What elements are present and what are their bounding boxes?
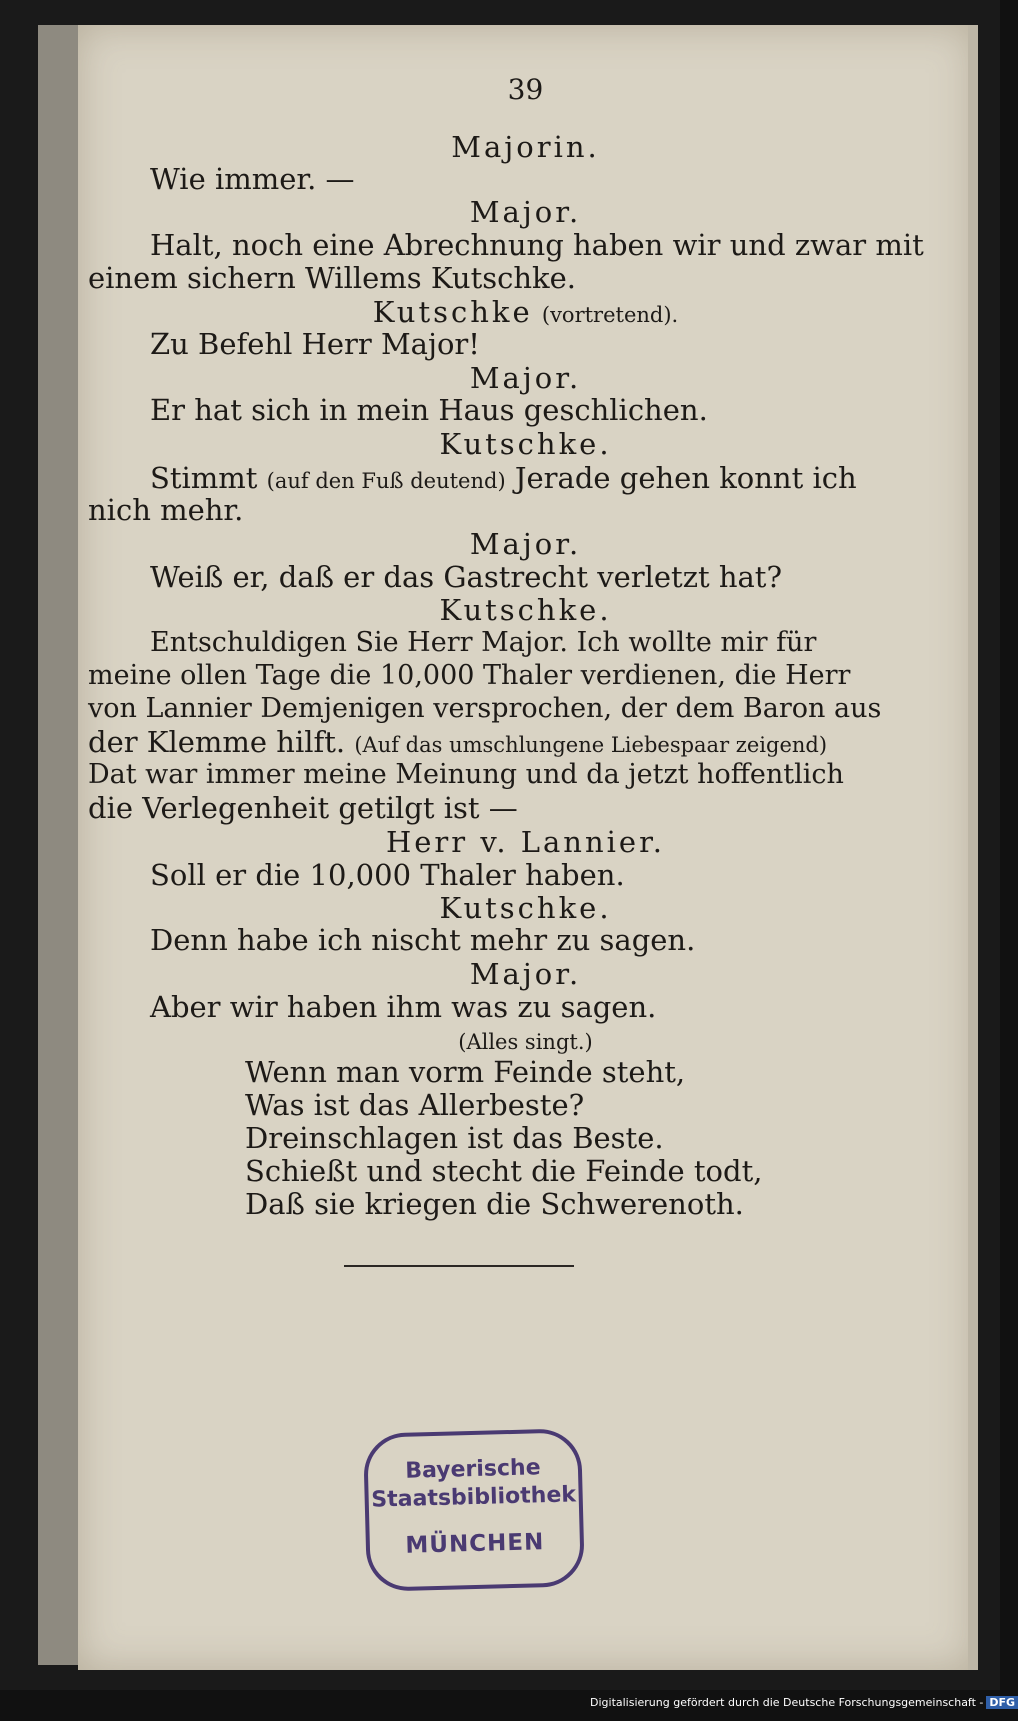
text-line: Halt, noch eine Abrechnung haben wir und zwar mit xyxy=(150,228,924,262)
speaker-heading: Kutschke. xyxy=(439,427,612,461)
text-line: Dat war immer meine Meinung und da jetzt hoffentlich xyxy=(88,759,844,790)
text-line: Entschuldigen Sie Herr Major. Ich wollte mir für xyxy=(150,627,817,658)
verse-line: Daß sie kriegen die Schwerenoth. xyxy=(245,1187,744,1221)
speaker-name: Kutschke xyxy=(372,295,533,329)
speaker-heading: Kutschke. xyxy=(439,891,612,925)
text-line: Wie immer. — xyxy=(150,162,355,196)
text-segment: der Klemme hilft. xyxy=(88,725,346,759)
speaker-heading: Herr v. Lannier. xyxy=(385,825,665,859)
verse-line: Schießt und stecht die Feinde todt, xyxy=(245,1154,763,1188)
speaker-heading: Kutschke. xyxy=(439,593,612,627)
verse-line: Was ist das Allerbeste? xyxy=(245,1088,585,1122)
text-segment: Stimmt xyxy=(150,461,258,495)
stage-direction: (Alles singt.) xyxy=(458,1030,593,1054)
stamp-line: Staatsbibliothek xyxy=(371,1482,577,1513)
text-line: Er hat sich in mein Haus geschlichen. xyxy=(150,393,708,427)
book-gutter xyxy=(38,25,80,1665)
page-number: 39 xyxy=(507,73,544,106)
text-line: Soll er die 10,000 Thaler haben. xyxy=(150,858,625,892)
text-line: Weiß er, daß er das Gastrecht verletzt hat? xyxy=(150,560,783,594)
stage-direction: (vortretend). xyxy=(541,303,679,327)
verse-line: Dreinschlagen ist das Beste. xyxy=(245,1121,664,1155)
speaker-heading: Major. xyxy=(469,957,582,991)
text-line: nich mehr. xyxy=(88,493,244,527)
text-line: Zu Befehl Herr Major! xyxy=(150,327,480,361)
verse-line: Wenn man vorm Feinde steht, xyxy=(245,1055,686,1089)
credit-text: Digitalisierung gefördert durch die Deutsche Forschungsgemeinschaft - xyxy=(590,1696,984,1709)
book-page xyxy=(78,25,973,1670)
library-stamp xyxy=(363,1428,585,1592)
speaker-heading: Major. xyxy=(469,527,582,561)
text-line: Aber wir haben ihm was zu sagen. xyxy=(150,990,657,1024)
text-line: von Lannier Demjenigen versprochen, der dem Baron aus xyxy=(88,693,882,724)
text-line xyxy=(88,725,958,762)
text-line: einem sichern Willems Kutschke. xyxy=(88,261,576,295)
digitization-credit xyxy=(590,1696,1016,1709)
end-rule xyxy=(344,1265,574,1267)
dfg-logo: DFG xyxy=(986,1696,1018,1709)
text-line: meine ollen Tage die 10,000 Thaler verdienen, die Herr xyxy=(88,660,851,691)
text-line: die Verlegenheit getilgt ist — xyxy=(88,791,518,825)
page-edge xyxy=(968,25,978,1670)
speaker-heading: Major. xyxy=(469,195,582,229)
stage-direction: (Auf das umschlungene Liebespaar zeigend) xyxy=(354,733,828,757)
stage-direction: (auf den Fuß deutend) xyxy=(266,469,506,493)
stamp-line: Bayerische xyxy=(404,1455,541,1484)
text-line: Denn habe ich nischt mehr zu sagen. xyxy=(150,923,696,957)
text-segment: Jerade gehen konnt ich xyxy=(514,461,857,495)
speaker-heading: Major. xyxy=(469,361,582,395)
stamp-line: MÜNCHEN xyxy=(405,1529,545,1559)
speaker-heading: Majorin. xyxy=(451,130,600,164)
